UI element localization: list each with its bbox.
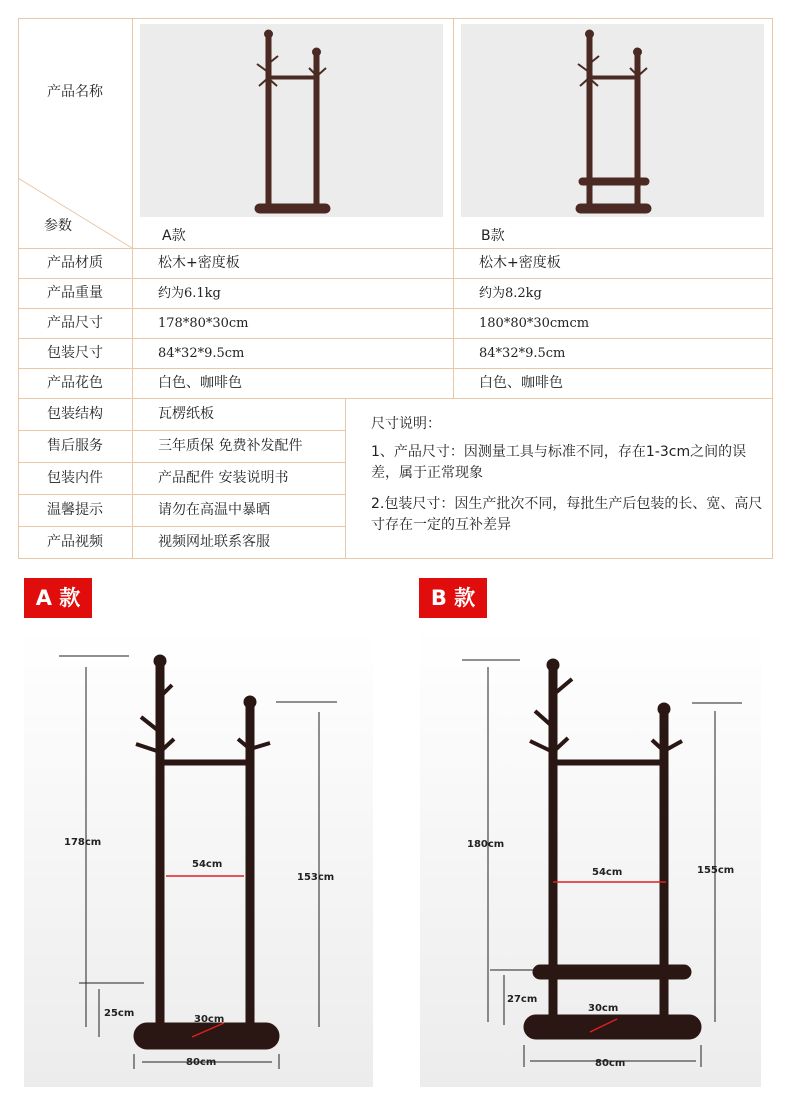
- pole-right: [246, 706, 254, 1025]
- base: [134, 1023, 279, 1049]
- color-b: 白色、咖啡色: [479, 375, 563, 391]
- material-label: 产品材质: [47, 255, 103, 271]
- material-a: 松木+密度板: [158, 255, 240, 271]
- top-rail: [557, 760, 660, 765]
- base: [524, 1015, 701, 1039]
- dim-a-width: 54cm: [192, 859, 223, 870]
- dim-b-shelf-height: 27cm: [507, 994, 538, 1005]
- material-b: 松木+密度板: [479, 255, 561, 271]
- dim-b-depth: 30cm: [588, 1003, 619, 1014]
- dim-a-rail-height: 153cm: [297, 872, 335, 883]
- size-note-2: 2.包装尺寸：因生产批次不同，每批生产后包装的长、宽、高尺寸存在一定的互补差异: [371, 496, 763, 533]
- header-diagonal: [18, 18, 133, 249]
- photo-a: [140, 24, 443, 217]
- color-label: 产品花色: [47, 375, 103, 391]
- dim-b-width: 54cm: [592, 867, 623, 878]
- spec-table: [18, 18, 773, 559]
- package-contents-value: 产品配件 安装说明书: [158, 470, 289, 486]
- caption-a: A款: [162, 228, 186, 244]
- packaging-structure-value: 瓦楞纸板: [158, 406, 214, 422]
- weight-b: 约为8.2kg: [479, 286, 542, 301]
- video-label: 产品视频: [47, 534, 103, 550]
- pole-right: [660, 713, 668, 1027]
- coat-rack-a-drawing: [134, 655, 279, 1049]
- package-size-label: 包装尺寸: [47, 345, 103, 361]
- size-b: 180*80*30cmcm: [479, 316, 590, 331]
- param-label: 参数: [44, 218, 72, 234]
- dim-a-height: 178cm: [64, 837, 102, 848]
- tips-value: 请勿在高温中暴晒: [158, 502, 270, 518]
- dim-b-rail-height: 155cm: [697, 865, 735, 876]
- dim-b-base-width: 80cm: [595, 1058, 626, 1069]
- dim-a-base-height: 25cm: [104, 1008, 135, 1019]
- variant-a-badge: A 款: [24, 578, 92, 618]
- diagram-a-svg: [24, 627, 373, 1087]
- after-sales-value: 三年质保 免费补发配件: [158, 438, 303, 454]
- package-contents-label: 包装内件: [47, 470, 103, 486]
- package-size-b: 84*32*9.5cm: [479, 346, 566, 361]
- dim-a-depth: 30cm: [194, 1014, 225, 1025]
- size-label: 产品尺寸: [47, 315, 103, 331]
- package-size-a: 84*32*9.5cm: [158, 346, 245, 361]
- packaging-structure-label: 包装结构: [47, 406, 103, 422]
- weight-a: 约为6.1kg: [158, 286, 221, 301]
- shelf: [533, 965, 691, 979]
- after-sales-label: 售后服务: [47, 438, 103, 454]
- size-note-1: 1、产品尺寸：因测量工具与标准不同，存在1-3cm之间的误差，属于正常现象: [371, 444, 747, 481]
- coat-rack-b-drawing: [524, 659, 701, 1039]
- top-rail: [164, 760, 246, 765]
- pole-left: [156, 665, 164, 1025]
- diagram-a: [24, 627, 373, 1087]
- size-notes-title: 尺寸说明：: [371, 416, 441, 432]
- dim-b-height: 180cm: [467, 839, 505, 850]
- variant-b-badge: B 款: [419, 578, 487, 618]
- size-a: 178*80*30cm: [158, 316, 249, 331]
- coat-rack-a-image: [140, 24, 443, 217]
- diagram-b: [420, 627, 761, 1087]
- coat-rack-b-image: [461, 24, 764, 217]
- product-name-label: 产品名称: [47, 84, 103, 100]
- dim-a-base-width: 80cm: [186, 1057, 217, 1068]
- tips-label: 温馨提示: [47, 502, 103, 518]
- photo-b: [461, 24, 764, 217]
- diagram-b-svg: [420, 627, 761, 1087]
- color-a: 白色、咖啡色: [158, 375, 242, 391]
- video-value: 视频网址联系客服: [158, 534, 270, 550]
- weight-label: 产品重量: [47, 285, 103, 301]
- caption-b: B款: [481, 228, 505, 244]
